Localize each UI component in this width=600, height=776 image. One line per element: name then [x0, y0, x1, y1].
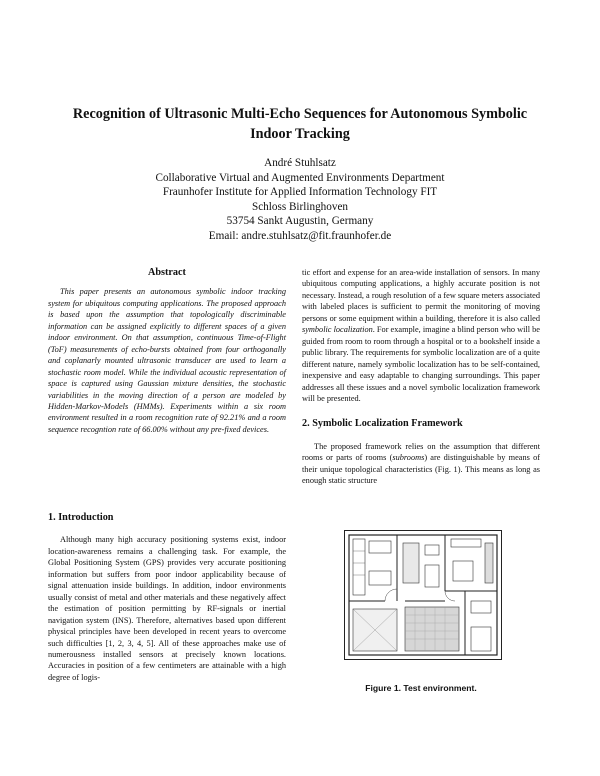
introduction-heading: 1. Introduction — [48, 512, 114, 523]
right-paragraph-1: tic effort and expense for an area-wide installation of sensors. In many ubiquitous computing applications, a highly accurate position is not necessary. Instead, a rough resolution of a few square meters associated with labeled places is sufficient to permit the monitoring of moving persons or some equipment within a building, therefore it is also called symbolic localization. For example, imagine a blind person who will be guided from room to room through a hospital or to a bookshelf inside a public library. The requirements for symbolic localization are of a quite different nature, namely symbolic localization has to be self-contained, inexpensive and easy adaptable to changing surroundings. This paper addresses all these issues and a novel symbolic localization framework will be presented. — [302, 268, 540, 403]
affiliation-institute: Fraunhofer Institute for Applied Information Technology FIT — [162, 186, 438, 199]
author-email: Email: andre.stuhlsatz@fit.fraunhofer.de — [208, 229, 392, 242]
introduction-section — [48, 512, 286, 683]
title-line-2: Indoor Tracking — [250, 126, 350, 142]
right-column — [302, 267, 540, 487]
right-paragraph-2: The proposed framework relies on the assumption that different rooms or parts of rooms (subrooms) are distinguishable by means of their unique topological characteristics (Fig. 1). This means as long as enough static structure — [302, 441, 540, 486]
abstract-section — [48, 267, 286, 435]
floor-plan-drawing — [345, 531, 501, 659]
section-2-heading: 2. Symbolic Localization Framework — [302, 418, 463, 430]
affiliation-address-2: 53754 Sankt Augustin, Germany — [226, 215, 374, 228]
figure-test-environment — [344, 530, 502, 660]
author-block — [100, 156, 500, 244]
author-name: André Stuhlsatz — [264, 157, 336, 169]
abstract-heading: Abstract — [148, 267, 186, 278]
affiliation-address-1: Schloss Birlinghoven — [251, 200, 349, 213]
affiliation-department: Collaborative Virtual and Augmented Environments Department — [155, 171, 445, 184]
paper-title — [60, 104, 540, 144]
title-line-1: Recognition of Ultrasonic Multi-Echo Sequences for Autonomous Symbolic — [72, 106, 528, 122]
figure-caption: Figure 1. Test environment. — [365, 683, 477, 693]
abstract-text: This paper presents an autonomous symbolic indoor tracking system for ubiquitous computing applications. The proposed approach is based upon the assumption that topologically discriminable information can be assigned explicitly to different spaces of a given indoor environment. On that assumption, continuous Time-of-Flight (ToF) measurements of echo-bursts obtained from four orthogonally and coplanarly mounted ultrasonic transducer are used to learn a stochastic room model. While the individual acoustic representation of space is captured using Gaussian mixture densities, the stochastic variabilities in the moving direction of a person are modeled by Hidden-Markov-Models (HMMs). Experiments within a six room environment resulted in a room recognition rate of 92.21% and a room sequence recogntion rate of 66.00% without any pre-fixed devices. — [48, 287, 286, 434]
introduction-text: Although many high accuracy positioning systems exist, indoor location-awareness remains a challenging task. For example, the Global Positioning System (GPS) provides very accurate positioning information but suffers from poor indoor applicability because of signal attenuation inside buildings. In addition, indoor environments usually consist of metal and other materials and these negatively affect the estimation of position permitting by RF-signals or inertial navigation system (INS). Therefore, alternatives based upon different physical principles have been developed in recent years to overcome such difficulties [1, 2, 3, 4, 5]. All of these approaches make use of numerousness installed sensors at precisely known locations. Accuracies in position of a few centimeters are attainable with a high degree of logis- — [48, 535, 286, 682]
